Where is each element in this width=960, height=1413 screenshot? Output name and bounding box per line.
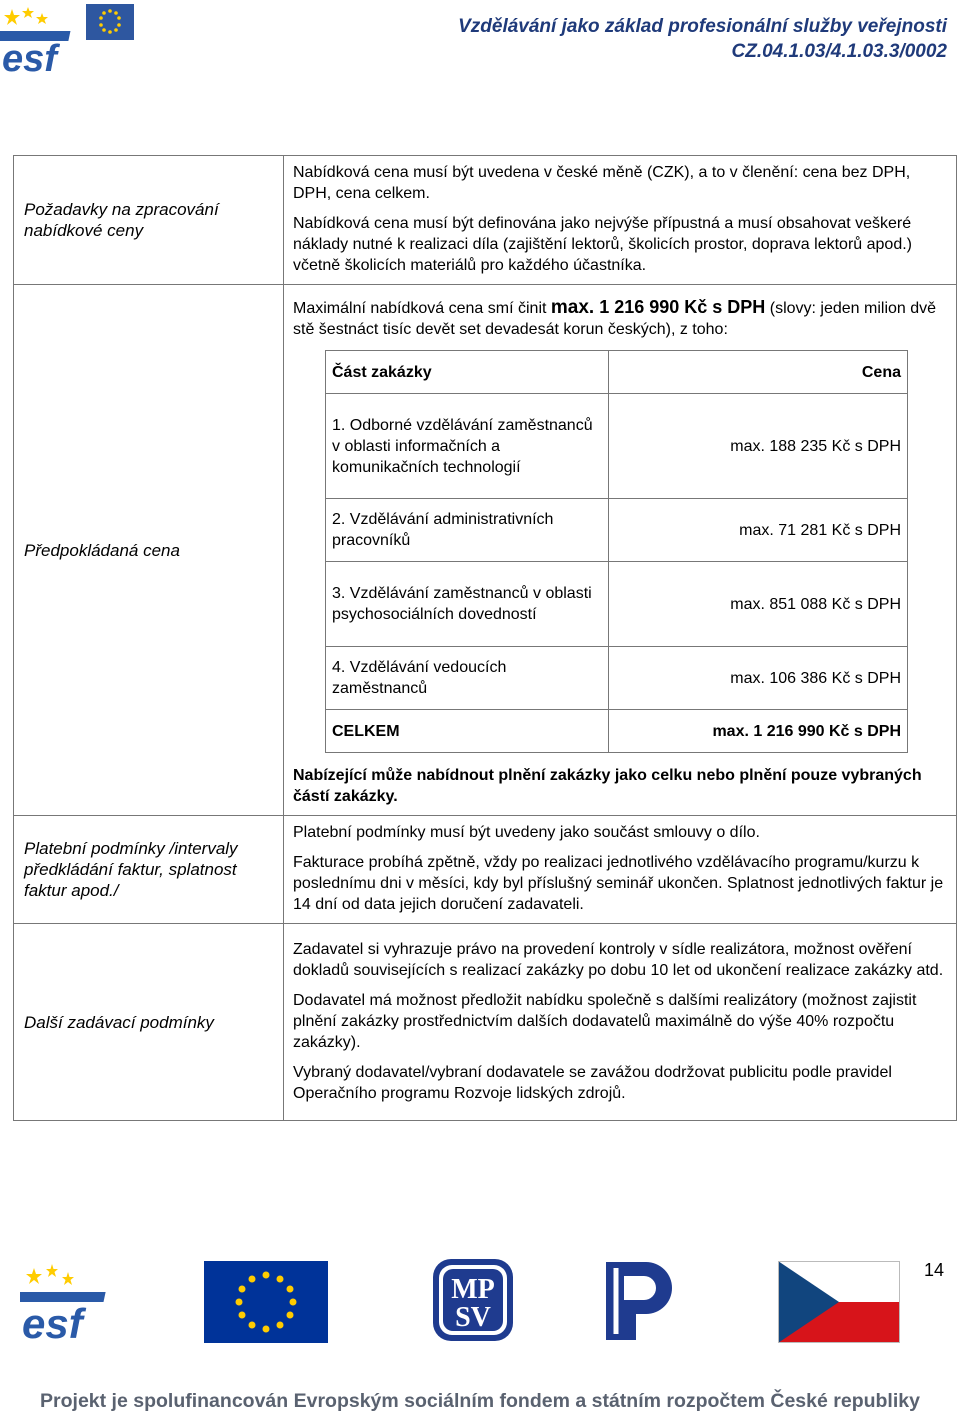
row-label: Platební podmínky /intervaly předkládání faktur, splatnost faktur apod./ bbox=[14, 816, 284, 924]
text: Maximální nabídková cena smí činit bbox=[293, 300, 551, 317]
table-row bbox=[326, 562, 908, 647]
max-price-amount: 1 216 990 Kč s DPH bbox=[594, 297, 766, 317]
row-platebni bbox=[14, 816, 957, 924]
part-price: max. 71 281 Kč s DPH bbox=[609, 499, 908, 562]
mpsv-logo bbox=[430, 1256, 516, 1344]
row-pozadavky bbox=[14, 156, 957, 285]
part-name: 4. Vzdělávání vedoucích zaměstnanců bbox=[326, 647, 609, 710]
row-cena bbox=[14, 285, 957, 816]
partial-offer-note: Nabízející může nabídnout plnění zakázky jako celku nebo plnění pouze vybraných částí zakázky. bbox=[293, 767, 922, 805]
column-header: Cena bbox=[609, 351, 908, 394]
p-logo-icon bbox=[602, 1258, 678, 1344]
table-total-row bbox=[326, 710, 908, 753]
row-content bbox=[284, 924, 957, 1121]
paragraph: Nabídková cena musí být uvedena v české měně (CZK), a to v členění: cena bez DPH, DPH, cena celkem. bbox=[293, 164, 911, 202]
row-content bbox=[284, 816, 957, 924]
part-price: max. 851 088 Kč s DPH bbox=[609, 562, 908, 647]
svg-text:MP: MP bbox=[451, 1274, 495, 1305]
eu-flag-icon bbox=[86, 4, 134, 40]
total-price: max. 1 216 990 Kč s DPH bbox=[609, 710, 908, 753]
paragraph: Nabídková cena musí být definována jako nejvýše přípustná a musí obsahovat veškeré náklady nutné k realizaci díla (zajištění lektorů, školicích prostor, doprava lektorů apod.) včetně školicích materiálů pro každého účastníka. bbox=[293, 215, 912, 274]
paragraph: Zadavatel si vyhrazuje právo na provedení kontroly v sídle realizátora, možnost ověření dokladů souvisejících s realizací zakázky po dobu 10 let od ukončení realizace zakázky atd. bbox=[293, 940, 944, 979]
column-header: Část zakázky bbox=[326, 351, 609, 394]
project-code: CZ.04.1.03/4.1.03.3/0002 bbox=[731, 41, 947, 62]
row-label: Další zadávací podmínky bbox=[14, 924, 284, 1121]
project-title: Vzdělávání jako základ profesionální služby veřejnosti bbox=[458, 16, 947, 37]
svg-text:esf: esf bbox=[2, 38, 57, 73]
svg-text:SV: SV bbox=[455, 1302, 491, 1333]
row-content bbox=[284, 285, 957, 816]
paragraph: Dodavatel má možnost předložit nabídku společně s dalšími realizátory (možnost zajistit plnění zakázky prostřednictvím dalších dodavatelů maximálně do výše 40% rozpočtu zakázky). bbox=[293, 991, 917, 1051]
paragraph: Platební podmínky musí být uvedeny jako součást smlouvy o dílo. bbox=[293, 824, 760, 841]
eu-flag-icon bbox=[204, 1261, 328, 1343]
row-dalsi bbox=[14, 924, 957, 1121]
text: max. bbox=[550, 297, 595, 318]
esf-footer-logo bbox=[20, 1262, 114, 1342]
czech-flag-icon bbox=[778, 1261, 900, 1343]
paragraph: Vybraný dodavatel/vybraní dodavatele se zavážou dodržovat publicitu podle pravidel Operačního programu Rozvoje lidských zdrojů. bbox=[293, 1063, 892, 1102]
price-breakdown-table bbox=[325, 350, 908, 753]
max-price-text bbox=[293, 297, 948, 340]
table-row bbox=[326, 647, 908, 710]
part-price: max. 106 386 Kč s DPH bbox=[609, 647, 908, 710]
total-label: CELKEM bbox=[326, 710, 609, 753]
header-title bbox=[458, 14, 947, 64]
page-number: 14 bbox=[924, 1260, 945, 1280]
text: (slovy: jeden milion dvě stě šestnáct tisíc devět set devadesát korun českých), z toho: bbox=[293, 300, 937, 338]
part-name: 1. Odborné vzdělávání zaměstnanců v oblasti informačních a komunikačních technologií bbox=[326, 394, 609, 499]
tender-conditions-table bbox=[13, 155, 957, 1121]
row-label: Požadavky na zpracování nabídkové ceny bbox=[14, 156, 284, 285]
part-name: 3. Vzdělávání zaměstnanců v oblasti psychosociálních dovedností bbox=[326, 562, 609, 647]
footer-cofinancing-text: Projekt je spolufinancován Evropským sociálním fondem a státním rozpočtem České republiky bbox=[40, 1390, 920, 1412]
esf-logo bbox=[0, 5, 80, 73]
table-row bbox=[326, 499, 908, 562]
paragraph: Fakturace probíhá zpětně, vždy po realizaci jednotlivého vzdělávacího programu/kurzu k poslednímu dni v měsíci, kdy byl příslušný seminář ukončen. Splatnost jednotlivých faktur je 14 dní od data jejich doručení zadavateli. bbox=[293, 854, 944, 913]
table-row bbox=[326, 394, 908, 499]
part-name: 2. Vzdělávání administrativních pracovníků bbox=[326, 499, 609, 562]
part-price: max. 188 235 Kč s DPH bbox=[609, 394, 908, 499]
row-content bbox=[284, 156, 957, 285]
table-header-row bbox=[326, 351, 908, 394]
row-label: Předpokládaná cena bbox=[14, 285, 284, 816]
svg-text:esf: esf bbox=[22, 1300, 83, 1342]
